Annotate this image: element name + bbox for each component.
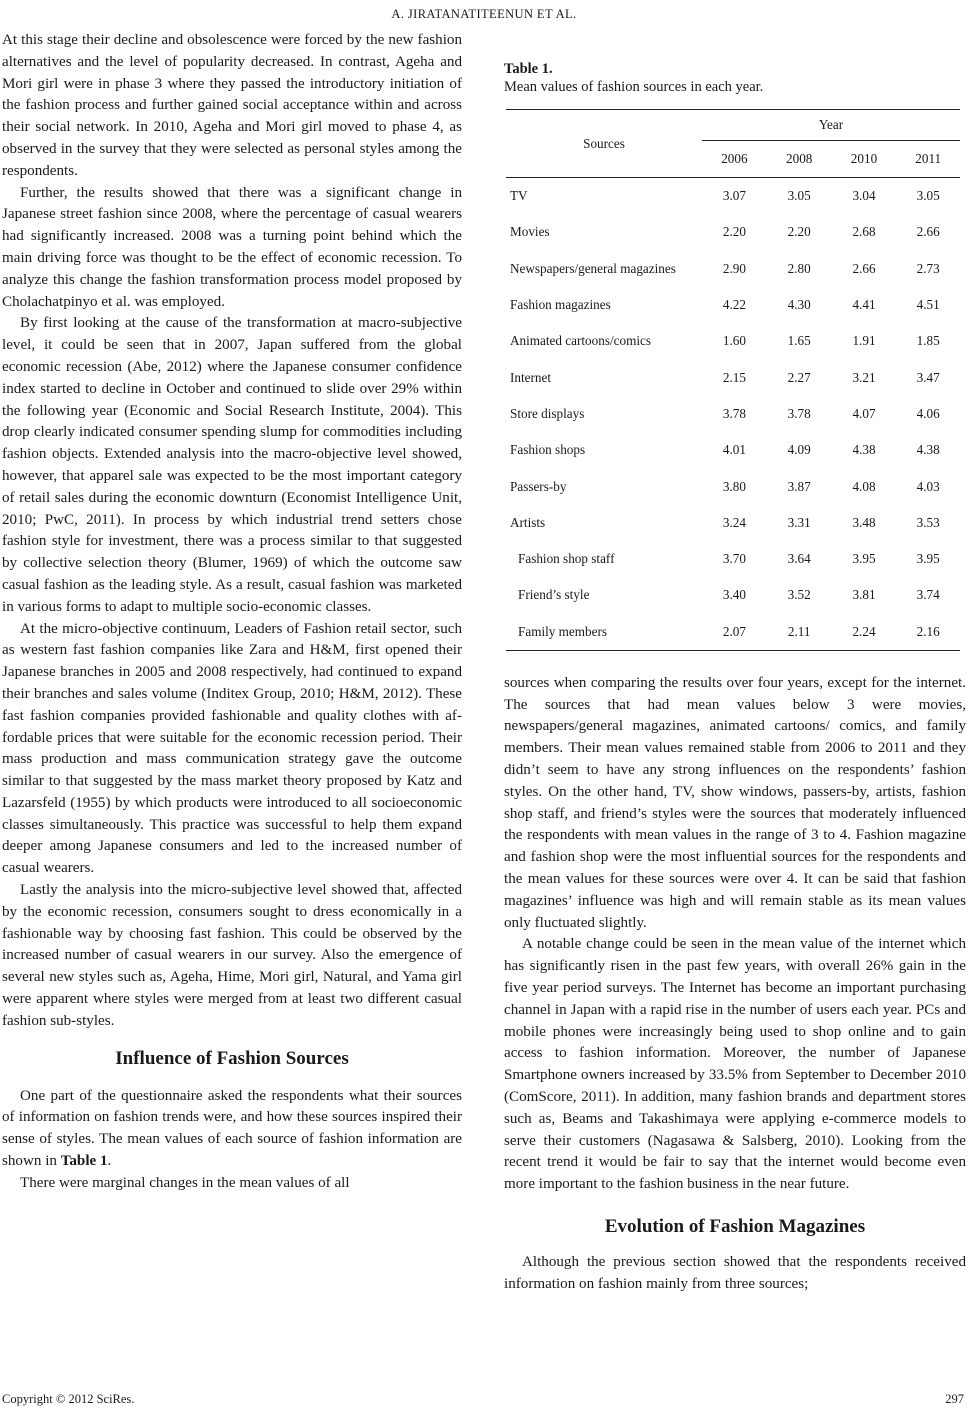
table-row (506, 541, 960, 577)
source-name-cell: Fashion magazines (510, 297, 611, 313)
mean-value-cell: 2.24 (832, 614, 897, 651)
mean-value-cell: 3.78 (787, 405, 811, 421)
running-header: A. JIRATANATITEENUN ET AL. (391, 7, 577, 21)
mean-value-cell: 4.06 (916, 405, 940, 421)
mean-value-cell: 4.09 (787, 442, 811, 458)
mean-value-cell: 3.05 (916, 188, 940, 204)
mean-value-cell: 4.01 (722, 442, 746, 458)
mean-value-cell: 3.07 (722, 188, 746, 204)
mean-value-cell: 2.16 (896, 614, 960, 651)
mean-value-cell: 3.95 (852, 551, 876, 567)
mean-value-cell: 3.80 (722, 478, 746, 494)
source-name-cell: Passers-by (510, 478, 567, 494)
paragraph: There were marginal changes in the mean values of all (20, 1174, 350, 1191)
paragraph: Lastly the analysis into the micro-subjective level showed that, affected by the economic recession, consumers sought to dress economically in a fashionable way by choosing fast fashion. This could be observed by the increased number of casual wearers in our survey. Also the emergence of several new styles such as, Ageha, Hime, Mori girl, Natural, and Yama girl were apparent where styles were merged from at least two different casual fashion sub-styles. (2, 882, 462, 1029)
source-name-cell: Internet (510, 369, 552, 385)
mean-value-cell: 2.68 (852, 224, 876, 240)
source-name-cell: Movies (510, 224, 550, 240)
mean-value-cell: 1.60 (722, 333, 746, 349)
source-name-cell: Friend’s style (518, 587, 590, 603)
mean-value-cell: 3.47 (916, 369, 940, 385)
mean-value-cell: 2.66 (916, 224, 940, 240)
paragraph: A notable change could be seen in the mean value of the internet which has significantly risen in the past few years, with overall 26% gain in the five year period surveys. The Internet has become an important purchasing channel in Japan with a rapid rise in the number of users each year. PCs and mobile phones were increasingly being used to shop online and to gain access to fashion information. Moreover, the number of Japanese Smartphone owners increased by 33.5% from September to December 2010 (ComScore, 2011). In addition, many fashion brands and department stores such as, Beams and Takashimaya were applying e-commerce models to serve their customers (Nagasawa & Salsberg, 2010). Looking from the recent trend it would be fair to say that the internet would become even more important to the fashion business in the near future. (504, 936, 966, 1193)
source-name-cell: Artists (510, 514, 546, 530)
table-row (506, 396, 960, 432)
page-number: 297 (945, 1392, 964, 1406)
mean-value-cell: 3.53 (916, 514, 940, 530)
mean-value-cell: 2.11 (767, 614, 832, 651)
table-row (506, 577, 960, 613)
source-name-cell: Animated cartoons/comics (510, 333, 651, 349)
table-row (506, 287, 960, 323)
mean-value-cell: 3.70 (722, 551, 746, 567)
source-name-cell: Newspapers/general magazines (510, 260, 676, 276)
mean-value-cell: 4.03 (916, 478, 940, 494)
mean-value-cell: 3.78 (722, 405, 746, 421)
section-heading: Evolution of Fashion Magazines (604, 1215, 866, 1237)
mean-value-cell: 4.07 (852, 405, 876, 421)
source-name-cell: Fashion shops (510, 442, 586, 458)
year-column-header: 2008 (767, 141, 832, 178)
mean-value-cell: 3.81 (852, 587, 876, 603)
copyright-text: Copyright © 2012 SciRes. (2, 1392, 135, 1406)
year-column-header: 2011 (896, 141, 960, 178)
mean-value-cell: 1.91 (852, 333, 876, 349)
table-row (506, 323, 960, 359)
paragraph: At this stage their decline and obsolescence were forced by the new fashion alternatives and the level of popularity decreased. In contrast, Ageha and Mori girl were in phase 3 where they passed the introductory initiation of the fashion process and further gained social acceptance within and across their social network. In 2010, Ageha and Mori girl moved to phase 4, as observed in the survey that they were selected as personal styles among the respondents. (2, 32, 462, 179)
paragraph-text: . (107, 1153, 112, 1170)
paragraph: Further, the results showed that there was a significant change in Japanese street fashion since 2008, where the percentage of casual wearers had significantly increased. 2008 was a turning point behind which the main driving force was thought to be the effect of economic recession. To analyze this change the fashion transformation process model proposed by Cholachatpinyo et al. was employed. (2, 184, 462, 310)
table-row (506, 505, 960, 541)
mean-value-cell: 2.80 (787, 260, 811, 276)
mean-value-cell: 3.64 (787, 551, 811, 567)
table-label: Table 1. (504, 61, 553, 77)
mean-value-cell: 4.41 (852, 297, 876, 313)
mean-value-cell: 2.27 (787, 369, 811, 385)
sources-header: Sources (506, 110, 702, 178)
mean-value-cell: 3.24 (722, 514, 746, 530)
mean-value-cell: 1.65 (787, 333, 811, 349)
mean-value-cell: 4.38 (852, 442, 876, 458)
mean-value-cell: 3.52 (787, 587, 811, 603)
source-name-cell: TV (510, 188, 528, 204)
table-row (506, 251, 960, 287)
mean-value-cell: 4.08 (852, 478, 876, 494)
paragraph: sources when comparing the results over four years, except for the internet. The sources that had mean values below 3 were movies, newspapers/general magazines, animated cartoons/ comics, and family members. Their mean values remained stable from 2006 to 2011 and they didn’t seem to have any strong influences on the respondents’ fashion styles. On the other hand, TV, show windows, passers-by, artists, fashion shop staff, and friend’s styles were the sources that moderately influenced the respondents with mean values in the range of 3 to 4. Fashion magazine and fashion shop were the most influential sources for the respondents and the mean values for these sources were over 4. It can be said that fashion magazines’ influence was high and will remain stable as its mean values only fluctuated slightly. (504, 674, 966, 931)
mean-value-cell: 3.87 (787, 478, 811, 494)
table-row (506, 214, 960, 250)
mean-value-cell: 2.15 (722, 369, 746, 385)
left-column (2, 30, 462, 1195)
year-column-header: 2006 (702, 141, 767, 178)
source-name-cell: Family members (506, 614, 702, 651)
mean-value-cell: 1.85 (916, 333, 940, 349)
mean-value-cell: 3.40 (722, 587, 746, 603)
mean-value-cell: 3.04 (852, 188, 876, 204)
mean-value-cell: 3.31 (787, 514, 811, 530)
paragraph-text: One part of the questionnaire asked the respondents what their sources of information on fashion trends were, and how these sources inspired their sense of styles. The mean values of each source of fashion information are shown in (2, 1087, 462, 1170)
mean-value-cell: 4.30 (787, 297, 811, 313)
paragraph: At the micro-objective continuum, Leaders of Fashion retail sector, such as western fast fashion companies like Zara and H&M, first opened their Japanese branches in 2005 and 2008 respectively, had continued to expand their branches and sales volume (Inditex Group, 2010; H&M, 2012). These fast fashion companies provided fashionable and quality clothes with affordable prices that were suitable for the economic recession period. Their mass production and mass communication strategy gave the outcome similar to that suggested by the mass market theory proposed by Katz and Lazarsfeld (1955) by which products were introduced to all socioeconomic classes simultaneously. This practice was successful to help them expand deeper among Japanese consumers and led to the increased number of casual wearers. (2, 620, 462, 877)
table-row (506, 468, 960, 504)
mean-value-cell: 2.66 (852, 260, 876, 276)
paragraph (2, 1086, 462, 1173)
mean-value-cell: 4.22 (722, 297, 746, 313)
section-heading: Influence of Fashion Sources (115, 1047, 349, 1069)
year-header: Year (702, 110, 960, 141)
mean-value-cell: 2.90 (722, 260, 746, 276)
right-column (504, 30, 966, 1296)
page-footer (2, 1392, 964, 1407)
mean-value-cell: 3.05 (787, 188, 811, 204)
mean-value-cell: 2.20 (722, 224, 746, 240)
table-caption: Mean values of fashion sources in each year. (504, 79, 764, 95)
source-name-cell: Fashion shop staff (518, 551, 615, 567)
source-name-cell: Store displays (510, 405, 585, 421)
table-row (506, 178, 960, 215)
year-column-header: 2010 (832, 141, 897, 178)
table-row (506, 614, 960, 651)
mean-value-cell: 3.74 (916, 587, 940, 603)
mean-value-cell: 3.95 (916, 551, 940, 567)
mean-value-cell: 3.21 (852, 369, 876, 385)
paragraph: By first looking at the cause of the transformation at macro-subjective level, it could be seen that in 2007, Japan suffered from the global economic recession (Abe, 2012) where the Japanese consumer confidence index started to decline in October and continued to slide over 29% within the following year (Economic and Social Research Institute, 2004). This drop clearly indicated consumer spending slump for commodities including fashion objects. Extended analysis into the macro-objective level showed, however, that apparel sale was expected to be the most important category of retail sales during the economic downturn (Economist Intelligence Unit, 2010; PwC, 2011). In process by which industrial trend setters chose fashion style for investment, there was a process similar to that suggested by collective selection theory (Blumer, 1969) of which the outcome saw casual fashion as the leading style. As a result, casual fashion was marketed in various forms to adapt to multiple socio-economic classes. (2, 315, 462, 615)
mean-value-cell: 2.07 (702, 614, 767, 651)
mean-value-cell: 3.48 (852, 514, 876, 530)
paragraph: Although the previous section showed that the respondents received information on fashion mainly from three sources; (504, 1253, 966, 1292)
table-row (506, 359, 960, 395)
table-row (506, 432, 960, 468)
table-reference-link[interactable]: Table 1 (60, 1153, 108, 1170)
mean-value-cell: 2.20 (787, 224, 811, 240)
fashion-sources-table (506, 109, 960, 651)
mean-value-cell: 4.38 (916, 442, 940, 458)
mean-value-cell: 2.73 (916, 260, 940, 276)
mean-value-cell: 4.51 (916, 297, 940, 313)
